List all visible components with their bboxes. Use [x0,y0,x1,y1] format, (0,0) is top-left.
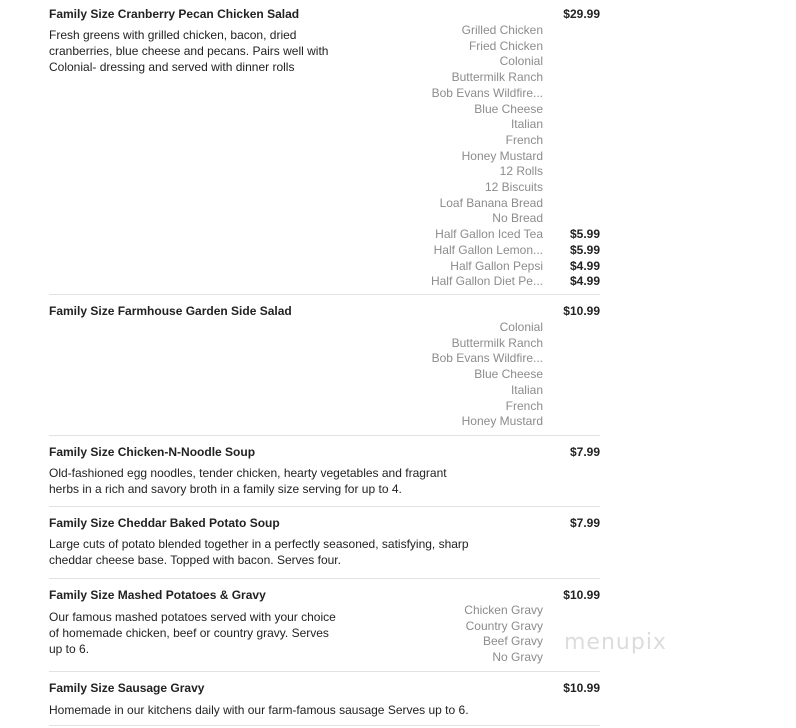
menu-item [49,7,600,292]
item-price: $10.99 [563,681,600,695]
option[interactable] [435,227,543,243]
option-label: Half Gallon Diet Pe... [430,274,543,289]
option-price: $5.99 [569,242,600,257]
option-label: French [505,132,543,147]
option-label: 12 Rolls [499,164,543,179]
description-line: Colonial- dressing and served with dinner rolls [49,60,295,74]
option-label: Half Gallon Pepsi [450,258,543,273]
description-line: Old-fashioned egg noodles, tender chicken, hearty vegetables and fragrant [49,466,447,480]
divider [49,725,600,726]
divider [49,671,600,672]
option[interactable] [511,383,543,399]
option-price: $5.99 [569,227,600,242]
option-label: Honey Mustard [461,148,543,163]
description-line: Fresh greens with grilled chicken, bacon, dried [49,28,297,42]
option[interactable] [469,39,543,55]
option-label: Half Gallon Lemon... [433,242,543,257]
item-title: Family Size Sausage Gravy [49,681,205,695]
item-description [49,27,328,75]
option-label: Beef Gravy [482,634,543,649]
description-line: Large cuts of potato blended together in a perfectly seasoned, satisfying, sharp [49,537,469,551]
description-line: cranberries, blue cheese and pecans. Pairs well with [49,44,329,58]
item-title: Family Size Farmhouse Garden Side Salad [49,304,292,318]
item-title: Family Size Mashed Potatoes & Gravy [49,588,266,602]
option[interactable] [452,70,543,86]
divider [49,506,600,507]
item-description [49,536,469,568]
option-label: Buttermilk Ranch [451,70,543,85]
divider [49,578,600,579]
option[interactable] [450,259,543,275]
option[interactable] [500,54,543,70]
option-label: Buttermilk Ranch [451,335,543,350]
item-description [49,609,336,657]
description-line: up to 6. [49,642,90,656]
option-label: French [505,398,543,413]
description-line: Our famous mashed potatoes served with your choice [49,610,336,624]
menu-item [49,516,600,571]
option-label: Colonial [499,54,543,69]
option[interactable] [434,243,543,259]
menu-item [49,681,600,721]
option[interactable] [500,164,543,180]
option[interactable] [485,180,543,196]
item-price: $7.99 [569,516,600,530]
option[interactable] [440,196,543,212]
option[interactable] [464,603,543,619]
option-label: Chicken Gravy [464,603,543,617]
option-label: Grilled Chicken [461,23,543,37]
option[interactable] [506,133,543,149]
divider [49,435,600,436]
option-label: No Bread [492,211,543,226]
menu-item [49,304,600,432]
item-price: $29.99 [563,7,600,21]
option-label: Bob Evans Wildfire... [431,85,543,100]
option[interactable] [462,414,543,430]
option[interactable] [511,117,543,133]
menu-item [49,588,600,666]
item-price: $10.99 [563,588,600,602]
option[interactable] [432,86,543,102]
option-label: Loaf Banana Bread [439,195,543,210]
description-line: Homemade in our kitchens daily with our farm-famous sausage Serves up to 6. [49,703,469,717]
option[interactable] [452,336,543,352]
option[interactable] [492,650,543,666]
watermark-logo: menupix [564,630,667,655]
option-label: Half Gallon Iced Tea [435,227,543,242]
description-line: of homemade chicken, beef or country gravy. Serves [49,626,329,640]
item-price: $7.99 [569,445,600,459]
option[interactable] [506,399,543,415]
option-label: Blue Cheese [474,101,543,116]
option[interactable] [483,634,543,650]
item-description [49,465,447,497]
option[interactable] [500,320,543,336]
item-description [49,702,469,718]
option-label: Colonial [499,320,543,334]
option-label: Honey Mustard [461,414,543,429]
option[interactable] [462,149,543,165]
option-label: Italian [510,117,543,132]
option-label: No Gravy [492,650,543,665]
description-line: cheddar cheese base. Topped with bacon. Serves four. [49,553,341,567]
option[interactable] [432,351,543,367]
option-label: Bob Evans Wildfire... [431,351,543,366]
item-price: $10.99 [563,304,600,318]
item-title: Family Size Chicken-N-Noodle Soup [49,445,256,459]
item-title: Family Size Cranberry Pecan Chicken Salad [49,7,300,21]
option[interactable] [492,211,543,227]
option[interactable] [474,102,543,118]
option-price: $4.99 [569,274,600,289]
option-label: Blue Cheese [474,367,543,382]
option[interactable] [466,619,543,635]
option-label: 12 Biscuits [484,180,543,194]
divider [49,294,600,295]
option[interactable] [474,367,543,383]
option[interactable] [431,274,543,290]
menu-item [49,445,600,500]
item-title: Family Size Cheddar Baked Potato Soup [49,516,280,530]
option[interactable] [462,23,543,39]
option-label: Fried Chicken [468,38,543,53]
option-label: Italian [510,382,543,397]
description-line: herbs in a rich and savory broth in a family size serving for up to 4. [49,482,402,496]
option-price: $4.99 [569,258,600,273]
option-label: Country Gravy [465,618,543,633]
